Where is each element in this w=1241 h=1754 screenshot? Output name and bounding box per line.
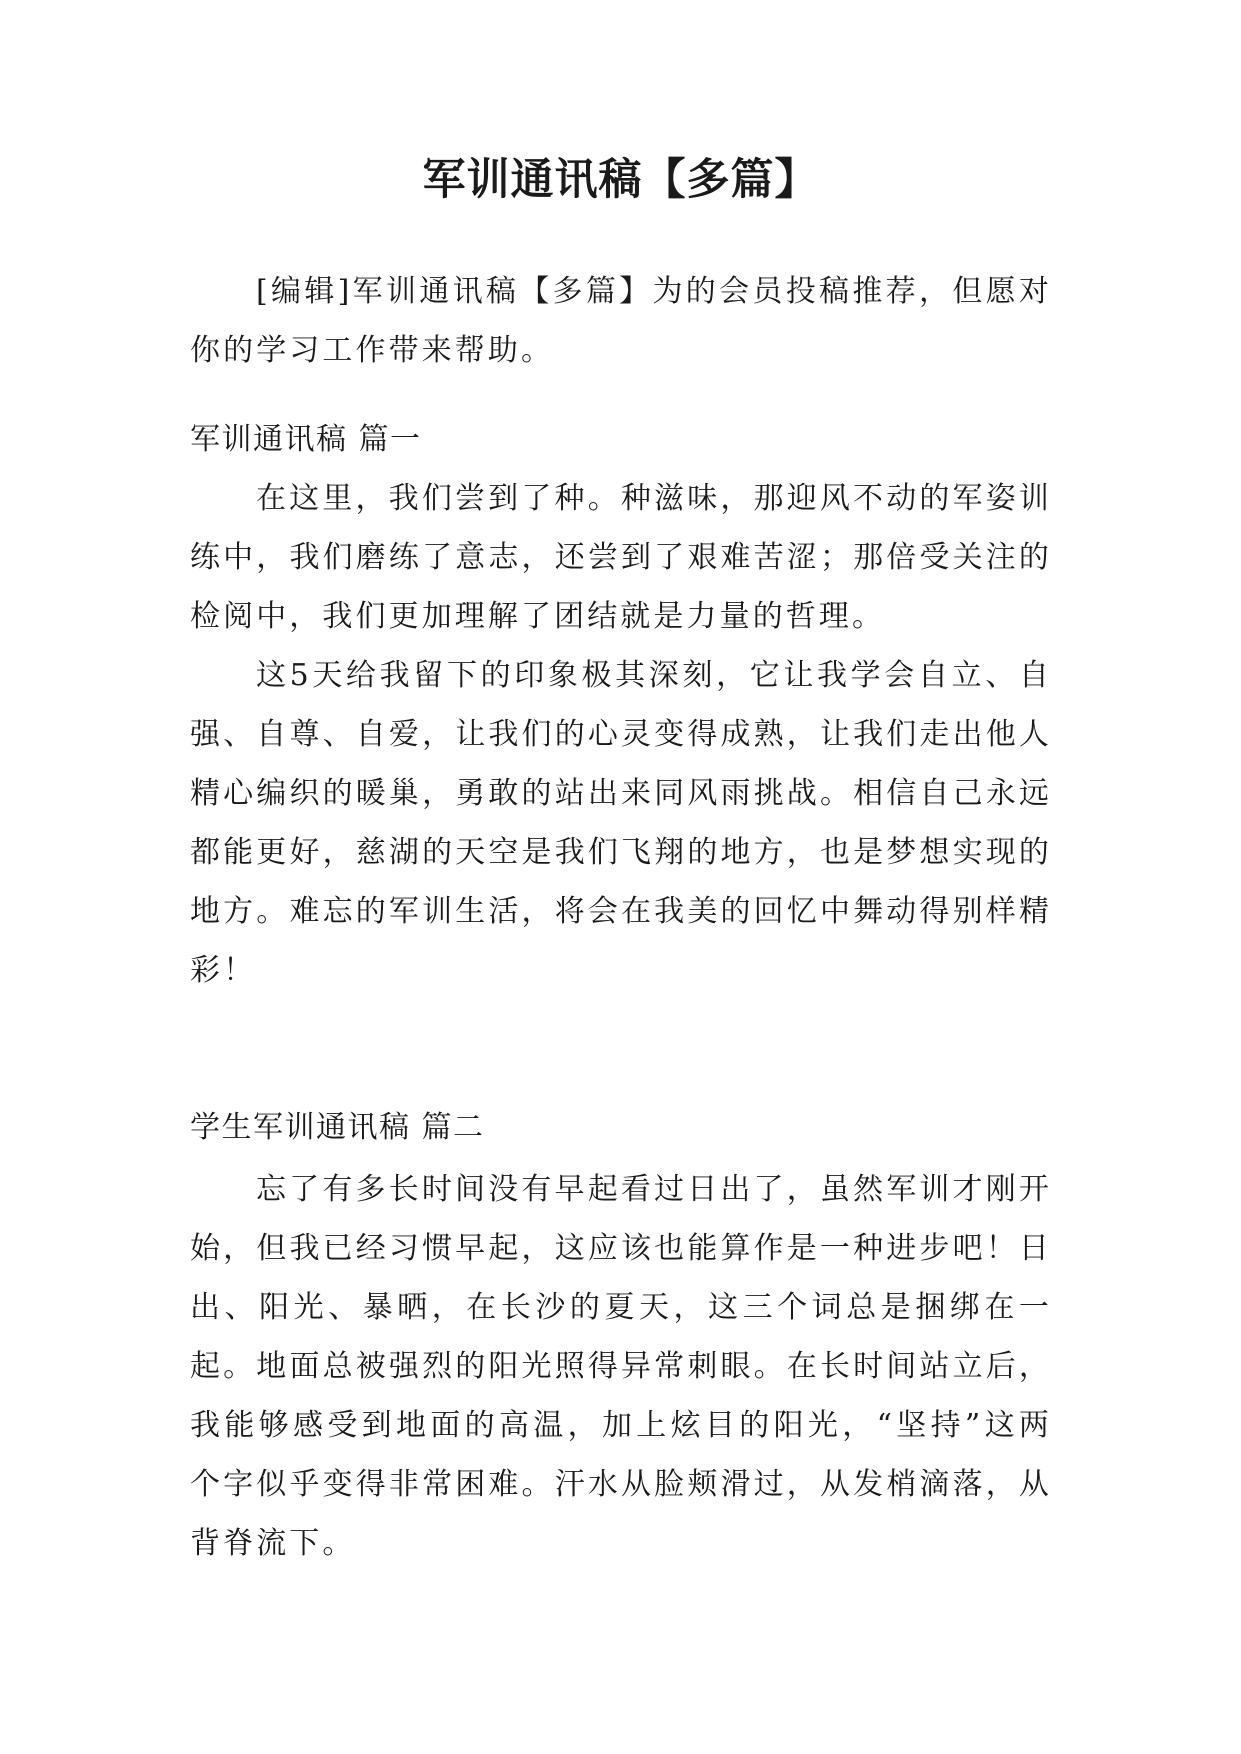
- intro-paragraph: [编辑]军训通讯稿【多篇】为的会员投稿推荐，但愿对你的学习工作带来帮助。: [190, 274, 1052, 368]
- section-1-paragraph-2: 这5天给我留下的印象极其深刻，它让我学会自立、自强、自尊、自爱，让我们的心灵变得成熟，让我们走出他人精心编织的暖巢，勇敢的站出来同风雨挑战。相信自己永远都能更好，慈湖的天空是我们飞翔的地方，也是梦想实现的地方。难忘的军训生活，将会在我美的回忆中舞动得别样精彩！: [190, 658, 1052, 988]
- section-heading-1: 军训通讯稿 篇一: [190, 422, 422, 457]
- section-heading-2: 学生军训通讯稿 篇二: [190, 1110, 485, 1145]
- document-title: 军训通讯稿【多篇】: [422, 155, 819, 205]
- section-1-paragraph-1: 在这里，我们尝到了种。种滋味，那迎风不动的军姿训练中，我们磨练了意志，还尝到了艰难苦涩；那倍受关注的检阅中，我们更加理解了团结就是力量的哲理。: [190, 481, 1052, 634]
- section-2-paragraph-1: 忘了有多长时间没有早起看过日出了，虽然军训才刚开始，但我已经习惯早起，这应该也能算作是一种进步吧！日出、阳光、暴晒，在长沙的夏天，这三个词总是捆绑在一起。地面总被强烈的阳光照得异常刺眼。在长时间站立后，我能够感受到地面的高温，加上炫目的阳光，“坚持”这两个字似乎变得非常困难。汗水从脸颊滑过，从发梢滴落，从背脊流下。: [190, 1172, 1052, 1561]
